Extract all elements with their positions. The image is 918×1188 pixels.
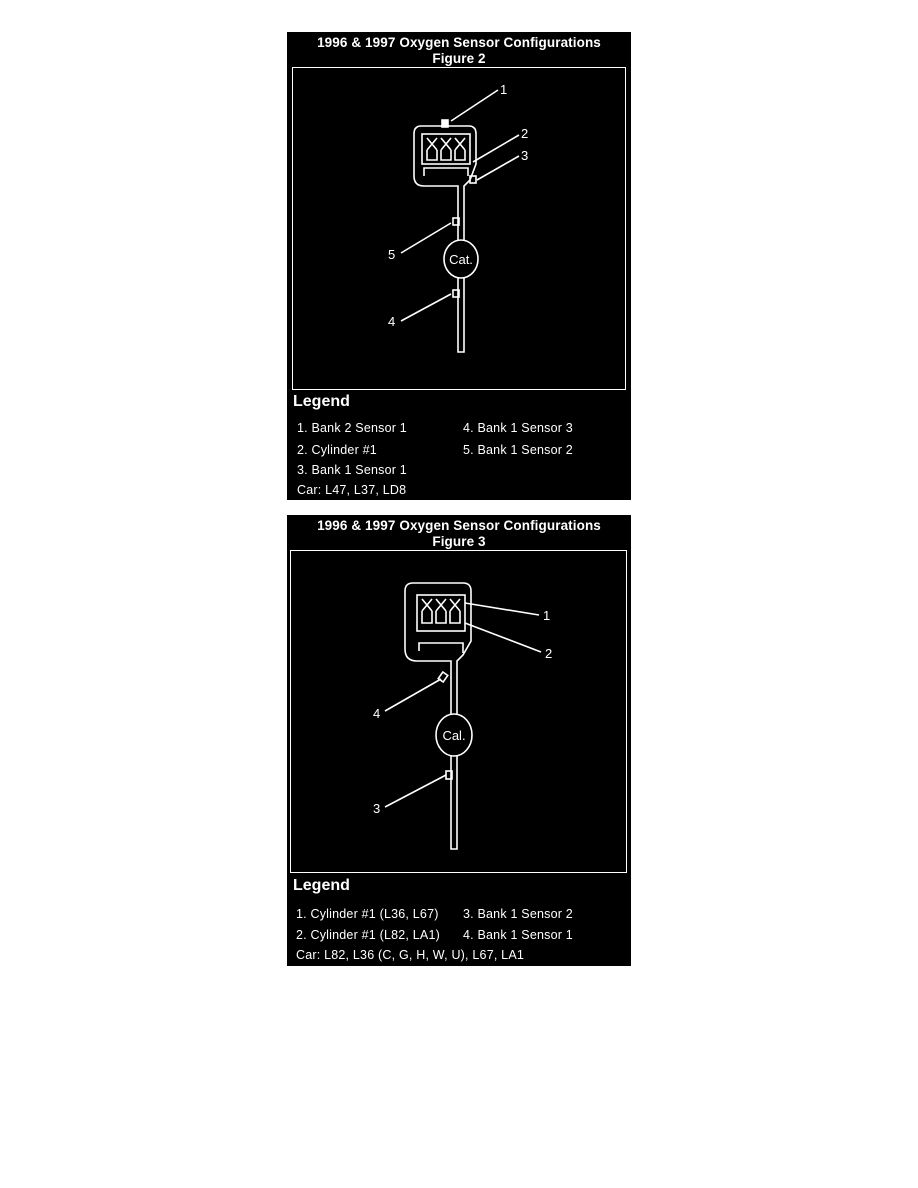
- cylinder-3-shape: [450, 599, 460, 623]
- callout-3: 3: [521, 148, 529, 163]
- figure-2-svg: [293, 68, 627, 391]
- leader-2: [465, 623, 541, 652]
- converter-label: Cat.: [449, 252, 473, 267]
- figure-3-car-line: Car: L82, L36 (C, G, H, W, U), L67, LA1: [296, 948, 525, 962]
- leader-5: [401, 223, 451, 253]
- figure-2-title-line1: 1996 & 1997 Oxygen Sensor Configurations: [317, 35, 601, 50]
- callout-5: 5: [388, 247, 396, 262]
- leader-4: [385, 679, 441, 711]
- figure-2-legend-item-4: 4. Bank 1 Sensor 3: [463, 421, 573, 435]
- figure-3-legend-title: Legend: [293, 877, 350, 894]
- figure-3-title: [287, 518, 631, 550]
- figure-3-legend-item-2: 2. Cylinder #1 (L82, LA1): [296, 928, 440, 942]
- cylinder-2-shape: [441, 138, 451, 160]
- callout-4: 4: [388, 314, 396, 329]
- figure-2-diagram: [292, 67, 626, 390]
- callout-1: 1: [500, 82, 508, 97]
- leader-4: [401, 294, 451, 321]
- figure-3-panel: [287, 515, 631, 966]
- figure-2-legend-item-2: 2. Cylinder #1: [297, 443, 377, 457]
- callout-3: 3: [373, 801, 381, 816]
- cylinder-1-shape: [422, 599, 432, 623]
- figure-2-legend-item-3: 3. Bank 1 Sensor 1: [297, 463, 407, 477]
- figure-3-legend-item-3: 3. Bank 1 Sensor 2: [463, 907, 573, 921]
- callout-4: 4: [373, 706, 381, 721]
- callout-2: 2: [545, 646, 553, 661]
- figure-2-legend-title: Legend: [293, 393, 350, 410]
- exhaust-crossover: [419, 643, 463, 653]
- exhaust-crossover: [424, 168, 468, 176]
- figure-3-title-line1: 1996 & 1997 Oxygen Sensor Configurations: [317, 518, 601, 533]
- cylinder-2-shape: [436, 599, 446, 623]
- figure-2-title-line2: Figure 2: [432, 51, 486, 66]
- figure-3-title-line2: Figure 3: [432, 534, 486, 549]
- figure-2-panel: [287, 32, 631, 500]
- leader-2: [473, 135, 519, 162]
- leader-1: [451, 90, 498, 121]
- cylinder-3-shape: [455, 138, 465, 160]
- figure-2-legend-item-5: 5. Bank 1 Sensor 2: [463, 443, 573, 457]
- figure-3-diagram: [290, 550, 627, 873]
- converter-label: Cal.: [442, 728, 466, 743]
- leader-1: [465, 603, 539, 615]
- figure-2-title: [287, 35, 631, 67]
- figure-2-legend-item-1: 1. Bank 2 Sensor 1: [297, 421, 407, 435]
- leader-3: [477, 156, 519, 180]
- figure-3-svg: [291, 551, 628, 874]
- figure-3-legend-item-1: 1. Cylinder #1 (L36, L67): [296, 907, 439, 921]
- callout-1: 1: [543, 608, 551, 623]
- figure-2-car-line: Car: L47, L37, LD8: [297, 483, 407, 497]
- cylinder-1-shape: [427, 138, 437, 160]
- leader-3: [385, 775, 446, 807]
- callout-2: 2: [521, 126, 529, 141]
- figure-3-legend-item-4: 4. Bank 1 Sensor 1: [463, 928, 573, 942]
- sensor-bank2-sensor1: [442, 120, 448, 127]
